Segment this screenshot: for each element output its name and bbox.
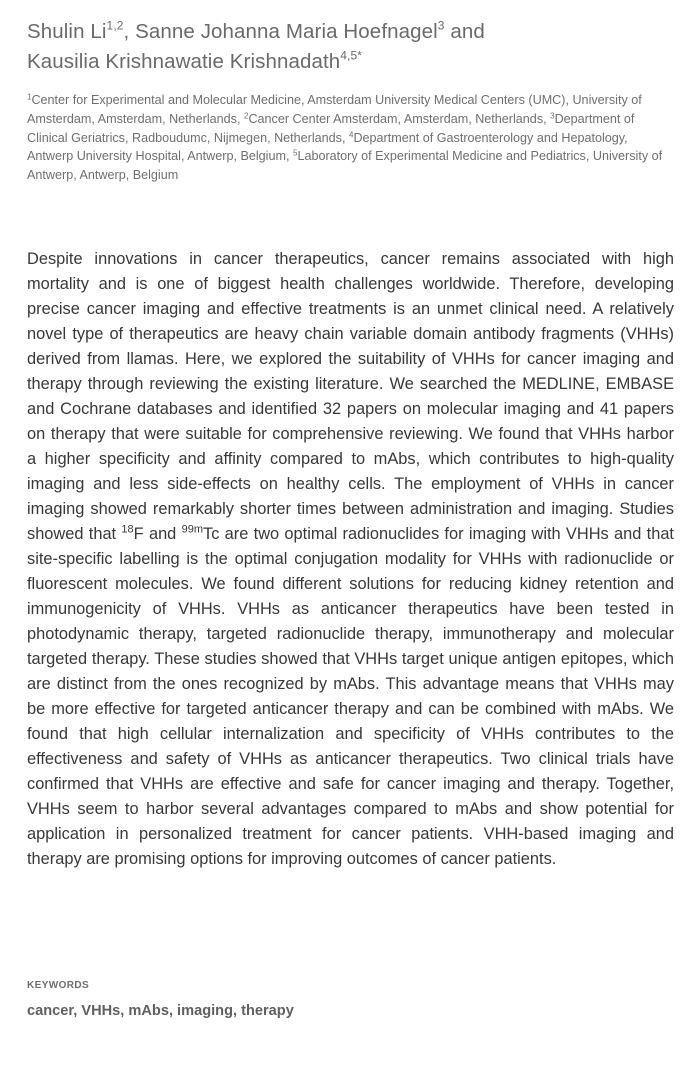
keywords-list: cancer, VHHs, mAbs, imaging, therapy: [27, 1003, 294, 1019]
affiliation-number: 4: [348, 130, 354, 140]
author-name[interactable]: Sanne Johanna Maria Hoefnagel: [135, 20, 438, 43]
affiliation-text: Department of Clinical Geriatrics, Radboudumc, Nijmegen, Netherlands,: [27, 111, 635, 145]
affiliations: [27, 91, 675, 185]
isotope-symbol: Tc: [203, 525, 220, 543]
affiliation-text: Cancer Center Amsterdam, Amsterdam, Netherlands,: [248, 111, 551, 126]
abstract-part: Despite innovations in cancer therapeutics, cancer remains associated with high mortality and is one of biggest health challenges worldwide. Therefore, developing precise cancer imaging and effective treatments is an unmet clinical need. A relatively novel type of therapeutics are heavy chain variable domain antibody fragments (VHHs) derived from llamas. Here, we explored the suitability of VHHs for cancer imaging and therapy through reviewing the existing literature. We searched the MEDLINE, EMBASE and Cochrane databases and identified 32 papers on molecular imaging and 41 papers on therapy that were suitable for comprehensive reviewing. We found that VHHs harbor a higher specificity and affinity compared to mAbs, which contributes to high-quality imaging and less side-effects on healthy cells. The employment of VHHs in cancer imaging showed remarkably shorter times between administration and imaging. Studies showed that: [27, 250, 674, 543]
isotope-symbol: F: [133, 525, 144, 543]
author-affiliation-marker: 1,2: [106, 18, 124, 33]
author-affiliation-marker: 4,5*: [340, 48, 363, 63]
author-name[interactable]: Kausilia Krishnawatie Krishnadath: [27, 50, 341, 73]
affiliation-number: 1: [27, 92, 32, 102]
affiliation-number: 5: [292, 149, 298, 158]
author-list: [27, 17, 677, 77]
isotope-mass: 18: [121, 523, 134, 536]
affiliation-text: Department of Gastroenterology and Hepatology, Antwerp University Hospital, Antwerp, Belgium,: [27, 130, 628, 164]
author-name[interactable]: Shulin Li: [27, 20, 107, 43]
affiliation-text: Laboratory of Experimental Medicine and Pediatrics, University of Antwerp, Antwerp, Belgium: [27, 149, 663, 183]
keywords-heading: KEYWORDS: [27, 980, 90, 991]
author-separator: ,: [123, 20, 136, 43]
affiliation-number: 3: [550, 111, 555, 121]
author-conjunction: and: [444, 20, 485, 43]
abstract-part: and: [143, 525, 182, 543]
affiliation-text: Center for Experimental and Molecular Medicine, Amsterdam University Medical Centers (UMC), University of Amsterdam, Amsterdam, Netherlands,: [27, 93, 642, 126]
author-affiliation-marker: 3: [437, 18, 445, 33]
isotope-mass: 99m: [181, 523, 203, 536]
abstract-text: [27, 247, 674, 872]
affiliation-number: 2: [243, 111, 249, 121]
abstract-part: are two optimal radionuclides for imaging with VHHs and that site-specific labelling is the optimal conjugation modality for VHHs with radionuclide or fluorescent molecules. We found different solutions for reducing kidney retention and immunogenicity of VHHs. VHHs as anticancer therapeutics have been tested in photodynamic therapy, targeted radionuclide therapy, immunotherapy and molecular targeted therapy. These studies showed that VHHs target unique antigen epitopes, which are distinct from the ones recognized by mAbs. This advantage means that VHHs may be more effective for targeted anticancer therapy and can be combined with mAbs. We found that high cellular internalization and specificity of VHHs contributes to the effectiveness and safety of VHHs as anticancer therapeutics. Two clinical trials have confirmed that VHHs are effective and safe for cancer imaging and therapy. Together, VHHs seem to harbor several advantages compared to mAbs and show potential for application in personalized treatment for cancer patients. VHH-based imaging and therapy are promising options for improving outcomes of cancer patients.: [27, 525, 674, 868]
